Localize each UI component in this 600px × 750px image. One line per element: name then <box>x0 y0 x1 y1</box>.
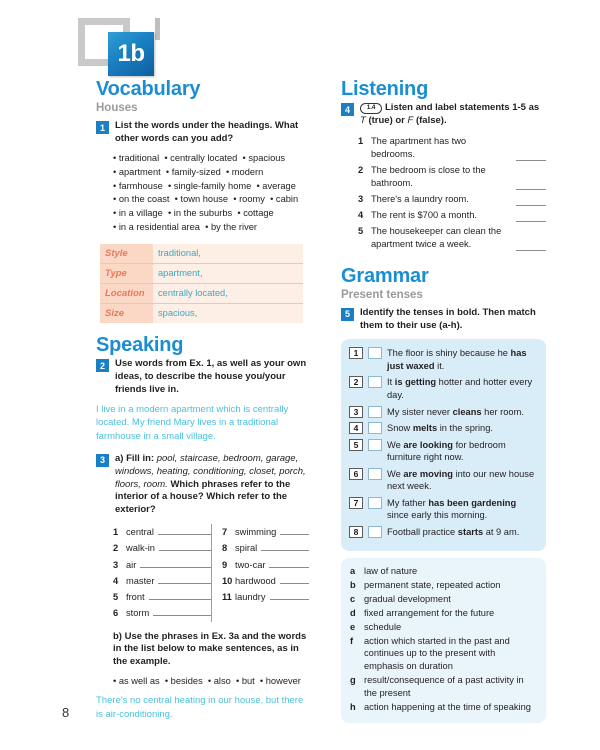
grammar-use-row <box>350 674 537 700</box>
statement-number: 2 <box>358 164 364 175</box>
fill-in-number: 2 <box>113 543 119 554</box>
grammar-uses-box <box>341 558 546 722</box>
grammar-sentence-text: My father has been gardening since early this morning. <box>387 497 517 521</box>
word-line <box>113 207 311 221</box>
exercise-4 <box>341 102 546 128</box>
unit-badge: 1b <box>108 32 154 76</box>
statement-text: There's a laundry room. <box>371 193 469 204</box>
vocab-word: • average <box>256 180 296 191</box>
statement-text: The bedroom is close to the bathroom. <box>371 164 486 188</box>
page-number: 8 <box>62 705 70 720</box>
use-description: law of nature <box>364 566 418 577</box>
vocab-word: • apartment <box>113 166 161 177</box>
table-value[interactable]: traditional, <box>158 248 201 259</box>
table-row <box>100 244 303 264</box>
fill-in-row <box>113 557 211 573</box>
logo-tail-icon <box>155 18 160 40</box>
linker-word: • but <box>235 676 255 687</box>
fill-in-number: 7 <box>222 527 228 538</box>
fill-in-number: 8 <box>222 543 228 554</box>
grammar-sentence-row <box>349 406 537 419</box>
fill-in-row <box>222 573 309 589</box>
table-key: Location <box>100 284 153 304</box>
table-key: Type <box>100 264 153 284</box>
use-description: schedule <box>364 621 402 632</box>
exercise-3b-instruction: b) Use the phrases in Ex. 3a and the words in the list below to make sentences, as in the example. <box>113 630 307 668</box>
statement-text: The housekeeper can clean the apartment twice a week. <box>371 225 502 249</box>
fill-in-blank[interactable] <box>159 543 211 551</box>
grammar-answer-box[interactable] <box>368 347 382 359</box>
answer-blank[interactable] <box>516 152 546 161</box>
grammar-sentence-row <box>349 376 537 401</box>
grammar-answer-box[interactable] <box>368 497 382 509</box>
grammar-sentence-number: 1 <box>349 347 363 359</box>
exercise-3a-instruction: a) Fill in: pool, staircase, bedroom, garage, windows, heating, conditioning, closet, porch, floors, room. Which phrases refer to the interior of a house? Which refer to the exterior? <box>115 452 306 516</box>
table-row <box>100 304 303 324</box>
fill-in-word: storm <box>126 608 150 619</box>
grammar-sentence-row <box>349 439 537 464</box>
grammar-sentence-text: We are looking for bedroom furniture right now. <box>387 439 506 463</box>
grammar-heading: Grammar <box>341 264 429 287</box>
fill-in-blank[interactable] <box>261 543 309 551</box>
exercise-5-number: 5 <box>341 308 354 321</box>
houses-table <box>100 244 303 323</box>
fill-in-blank[interactable] <box>280 576 309 584</box>
use-letter: e <box>350 621 356 632</box>
listening-statement <box>358 135 546 161</box>
grammar-sentence-row <box>349 347 537 372</box>
use-description: fixed arrangement for the future <box>364 607 495 618</box>
grammar-sentence-number: 2 <box>349 376 363 388</box>
use-letter: g <box>350 675 356 686</box>
grammar-use-row <box>350 635 537 673</box>
fill-in-number: 3 <box>113 559 119 570</box>
statement-number: 4 <box>358 209 364 220</box>
fill-in-blank[interactable] <box>270 592 310 600</box>
grammar-sentence-text: The floor is shiny because he has just waxed it. <box>387 348 527 371</box>
use-letter: a <box>350 566 356 577</box>
linker-word: • as well as <box>113 676 160 687</box>
audio-track-icon[interactable]: 1.4 <box>360 103 382 114</box>
fill-in-word: central <box>126 527 154 538</box>
answer-blank[interactable] <box>516 213 546 222</box>
vocab-word: • single-family home <box>167 180 252 191</box>
answer-blank[interactable] <box>516 242 546 251</box>
grammar-sentence-row <box>349 468 537 493</box>
grammar-sentence-text: Snow melts in the spring. <box>387 423 493 434</box>
word-line <box>113 180 311 194</box>
vocabulary-heading: Vocabulary <box>96 78 201 100</box>
use-description: action which started in the past and continues up to the present with emphasis on duration <box>364 635 510 672</box>
exercise-2-instruction: Use words from Ex. 1, as well as your own ideas, to describe the house you/your friends live in. <box>115 358 307 395</box>
word-line <box>113 221 311 235</box>
grammar-sentence-row <box>349 497 537 522</box>
fill-in-blank[interactable] <box>158 527 211 535</box>
grammar-use-row <box>350 579 537 592</box>
fill-in-number: 5 <box>113 592 119 603</box>
grammar-sentence-text: My sister never cleans her room. <box>387 406 524 417</box>
fill-in-blank[interactable] <box>280 527 309 535</box>
use-description: action happening at the time of speaking <box>364 701 531 712</box>
exercise-1-instruction: List the words under the headings. What other words can you add? <box>115 120 299 144</box>
fill-in-blank[interactable] <box>269 560 309 568</box>
exercise-5-instruction: Identify the tenses in bold. Then match them to their use (a-h). <box>360 306 536 331</box>
linker-word: • besides <box>164 676 203 687</box>
fill-in-column-right <box>211 524 309 622</box>
vocab-word: • roomy <box>233 194 265 205</box>
listening-statement <box>358 225 546 251</box>
grammar-answer-box[interactable] <box>368 468 382 480</box>
fill-in-blank[interactable] <box>158 576 211 584</box>
fill-in-number: 9 <box>222 559 228 570</box>
table-row <box>100 284 303 304</box>
listening-statement <box>358 193 546 206</box>
table-key: Size <box>100 304 153 324</box>
exercise-3-number: 3 <box>96 454 109 467</box>
exercise-1 <box>96 120 311 146</box>
fill-in-row <box>222 524 309 540</box>
linker-word: • however <box>259 676 301 687</box>
grammar-sentence-number: 3 <box>349 406 363 418</box>
fill-in-blank[interactable] <box>149 592 211 600</box>
fill-in-word: hardwood <box>235 575 276 586</box>
grammar-use-row <box>350 565 537 578</box>
vocab-word: • town house <box>174 194 229 205</box>
grammar-answer-box[interactable] <box>368 422 382 434</box>
use-description: result/consequence of a past activity in the present <box>364 675 524 698</box>
grammar-sentences-box <box>341 339 546 551</box>
grammar-answer-box[interactable] <box>368 376 382 388</box>
fill-in-word-grid <box>113 524 311 622</box>
table-key: Style <box>100 244 153 264</box>
use-description: permanent state, repeated action <box>364 580 501 591</box>
grammar-sentence-text: Football practice starts at 9 am. <box>387 526 520 537</box>
vocab-word: • centrally located <box>164 152 238 163</box>
grammar-sentence-number: 4 <box>349 422 363 434</box>
vocab-word: • by the river <box>205 222 257 233</box>
fill-in-word: swimming <box>235 527 277 538</box>
use-letter: d <box>350 607 356 618</box>
right-column <box>341 78 546 723</box>
speaking-heading: Speaking <box>96 334 184 357</box>
table-value[interactable]: apartment, <box>153 264 303 284</box>
grammar-answer-box[interactable] <box>368 526 382 538</box>
grammar-sentence-text: We are moving into our new house next week. <box>387 468 535 492</box>
use-letter: h <box>350 701 356 712</box>
fill-in-number: 1 <box>113 527 119 538</box>
vocab-word: • on the coast <box>113 194 170 205</box>
use-letter: f <box>350 635 354 646</box>
answer-blank[interactable] <box>516 181 546 190</box>
exercise-3-sample-answer: There's no central heating in our house, but there is air-conditioning. <box>96 695 304 720</box>
exercise-3 <box>96 453 311 517</box>
statement-number: 1 <box>358 135 364 146</box>
grammar-sentence-number: 8 <box>349 526 363 538</box>
exercise-4-instruction: 1.4 Listen and label statements 1-5 as T (true) or F (false). <box>360 102 540 126</box>
table-value[interactable]: spacious, <box>153 304 303 324</box>
fill-in-column-left <box>113 524 211 622</box>
answer-blank[interactable] <box>516 197 546 206</box>
grammar-answer-box[interactable] <box>368 406 382 418</box>
grammar-sentence-number: 6 <box>349 468 363 480</box>
grammar-use-row <box>350 593 537 606</box>
word-line <box>113 193 311 207</box>
fill-in-row <box>113 540 211 556</box>
fill-in-word: laundry <box>235 592 266 603</box>
fill-in-word: walk-in <box>126 543 155 554</box>
grammar-sentence-text: It is getting hotter and hotter every day. <box>387 377 533 401</box>
fill-in-row <box>113 605 211 621</box>
vocab-word: • farmhouse <box>113 180 163 191</box>
grammar-sentence-row <box>349 422 537 435</box>
linker-word: • also <box>207 676 231 687</box>
grammar-sentence-number: 7 <box>349 497 363 509</box>
vocabulary-subheading: Houses <box>96 102 138 114</box>
exercise-2 <box>96 358 311 396</box>
listening-heading: Listening <box>341 78 429 100</box>
vocab-word: • in the suburbs <box>167 208 233 219</box>
listening-statements <box>358 135 546 251</box>
fill-in-blank[interactable] <box>140 560 211 568</box>
grammar-use-row <box>350 621 537 634</box>
grammar-sentence-row <box>349 526 537 539</box>
vocab-word: • in a residential area <box>113 222 200 233</box>
vocab-word: • spacious <box>242 152 286 163</box>
exercise-2-sample-answer: I live in a modern apartment which is centrally located. My friend Mary lives in a traditional farmhouse in a small village. <box>96 403 289 443</box>
word-line <box>113 152 311 166</box>
fill-in-number: 4 <box>113 575 119 586</box>
unit-logo <box>78 18 188 76</box>
fill-in-row <box>222 557 309 573</box>
grammar-sentence-number: 5 <box>349 439 363 451</box>
vocabulary-word-list <box>113 152 311 236</box>
statement-number: 5 <box>358 225 364 236</box>
grammar-answer-box[interactable] <box>368 439 382 451</box>
use-description: gradual development <box>364 594 451 605</box>
grammar-use-row <box>350 701 537 714</box>
vocab-word: • traditional <box>113 152 160 163</box>
fill-in-row <box>113 589 211 605</box>
listening-statement <box>358 164 546 190</box>
grammar-use-row <box>350 607 537 620</box>
statement-text: The rent is $700 a month. <box>371 209 477 220</box>
listening-statement <box>358 209 546 222</box>
table-row <box>100 264 303 284</box>
exercise-5 <box>341 307 546 333</box>
fill-in-blank[interactable] <box>153 608 211 616</box>
fill-in-number: 10 <box>222 575 233 586</box>
fill-in-word: front <box>126 592 145 603</box>
left-column <box>96 78 311 722</box>
exercise-2-number: 2 <box>96 359 109 372</box>
fill-in-word: air <box>126 559 137 570</box>
fill-in-number: 6 <box>113 608 119 619</box>
vocab-word: • family-sized <box>165 166 221 177</box>
exercise-4-number: 4 <box>341 103 354 116</box>
use-letter: c <box>350 594 356 605</box>
table-value[interactable]: centrally located, <box>153 284 303 304</box>
linkers-list <box>113 676 311 686</box>
vocab-word: • cottage <box>237 208 274 219</box>
fill-in-row <box>222 589 309 605</box>
fill-in-row <box>113 573 211 589</box>
exercise-1-number: 1 <box>96 121 109 134</box>
fill-in-word: master <box>126 575 155 586</box>
statement-text: The apartment has two bedrooms. <box>371 135 467 159</box>
fill-in-row <box>222 540 309 556</box>
use-letter: b <box>350 580 356 591</box>
vocab-word: • modern <box>225 166 264 177</box>
fill-in-row <box>113 524 211 540</box>
vocab-word: • cabin <box>270 194 299 205</box>
statement-number: 3 <box>358 193 364 204</box>
fill-in-word: spiral <box>235 543 258 554</box>
vocab-word: • in a village <box>113 208 163 219</box>
word-line <box>113 166 311 180</box>
fill-in-number: 11 <box>222 592 232 603</box>
fill-in-word: two-car <box>235 559 266 570</box>
grammar-subheading: Present tenses <box>341 288 423 301</box>
